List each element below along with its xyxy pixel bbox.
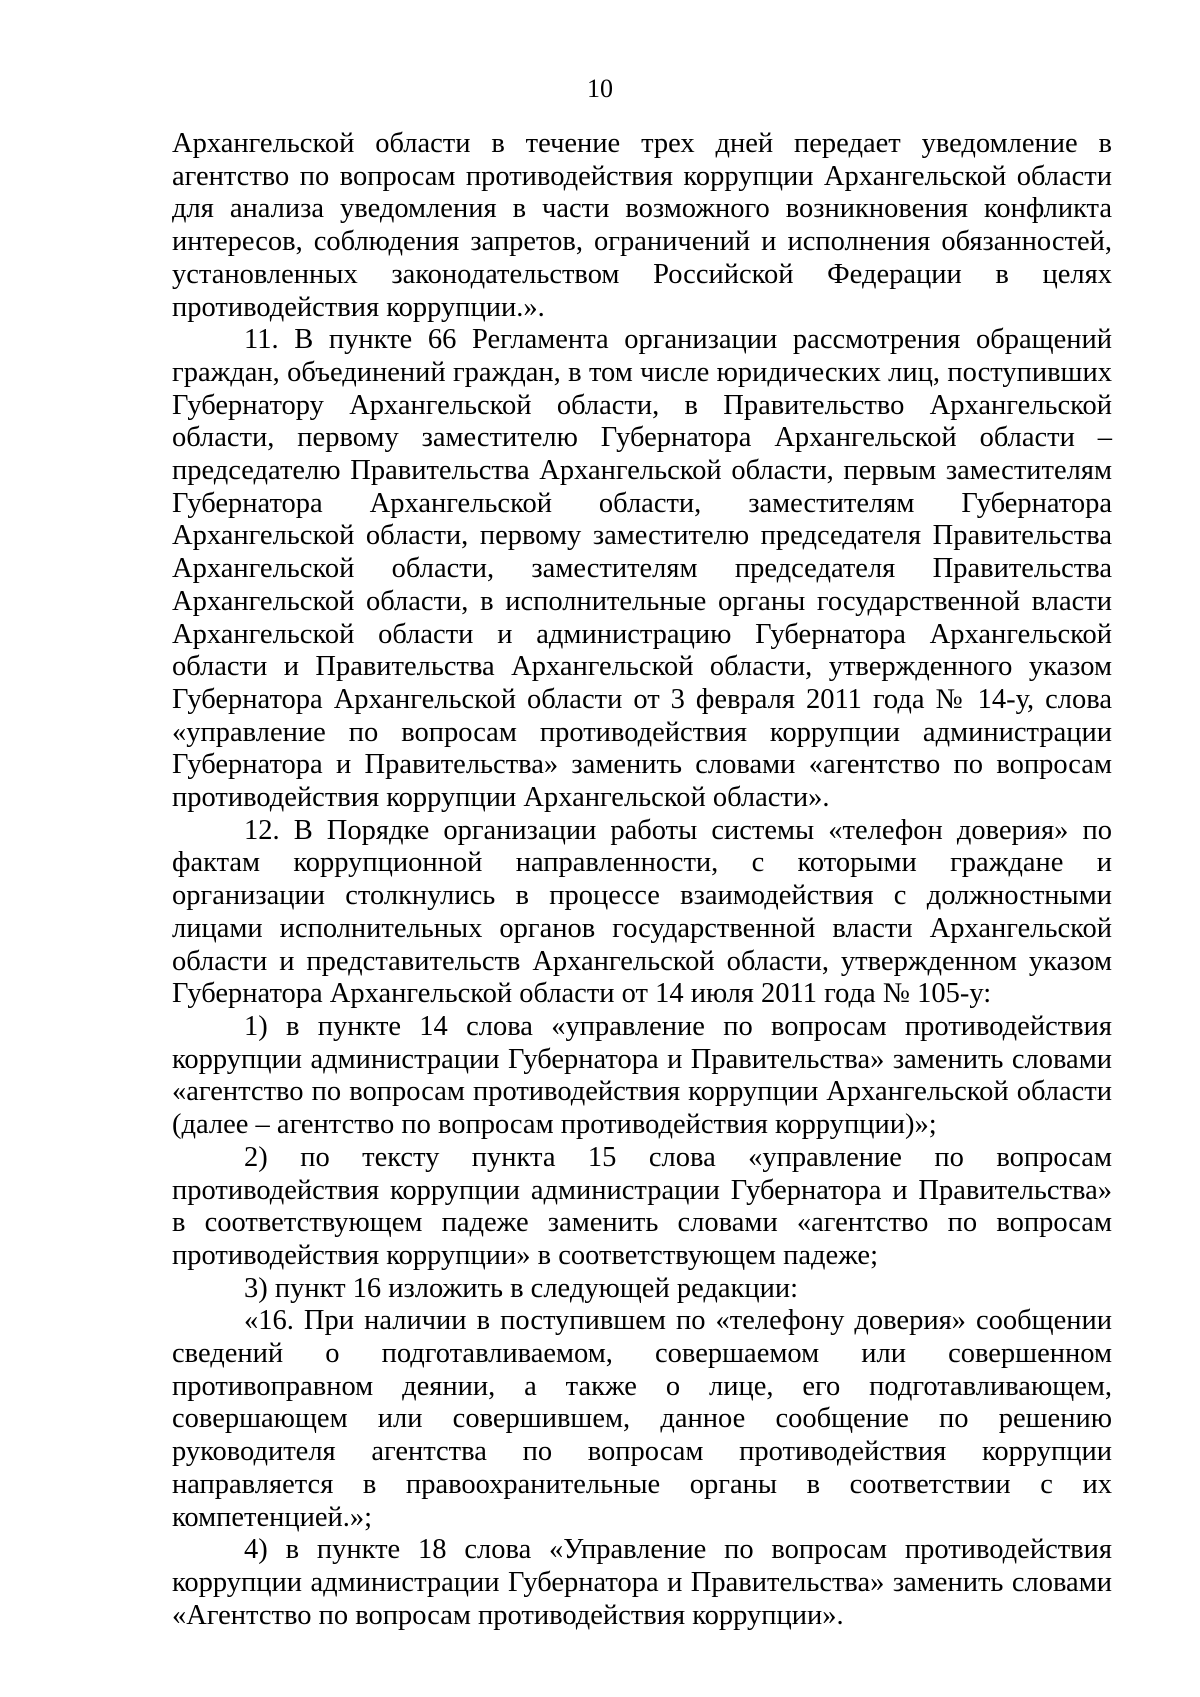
paragraph-quoted-item-16: «16. При наличии в поступившем по «телефону доверия» сообщении сведений о подготавливаемом, совершаемом или совершенном противоправном деянии, а также о лице, его подготавливающем, совершающем или совершившем, данное сообщение по решению руководителя агентства по вопросам противодействия коррупции направляется в правоохранительные органы в соответствии с их компетенцией.»; [172, 1305, 1112, 1533]
paragraph-subitem-4: 4) в пункте 18 слова «Управление по вопросам противодействия коррупции администрации Губернатора и Правительства» заменить словами «Агентство по вопросам противодействия коррупции». [172, 1534, 1112, 1631]
paragraph-subitem-1: 1) в пункте 14 слова «управление по вопросам противодействия коррупции администрации Губернатора и Правительства» заменить словами «агентство по вопросам противодействия коррупции Архангельской области (далее – агентство по вопросам противодействия коррупции)»; [172, 1010, 1112, 1141]
paragraph-subitem-3: 3) пункт 16 изложить в следующей редакции: [244, 1272, 799, 1304]
paragraph-subitem-2: 2) по тексту пункта 15 слова «управление по вопросам противодействия коррупции администрации Губернатора и Правительства» в соответствующем падеже заменить словами «агентство по вопросам противодействия коррупции» в соответствующем падеже; [172, 1141, 1112, 1271]
document-body [172, 128, 1112, 1632]
page-number: 10 [587, 74, 613, 103]
paragraph-item-11: 11. В пункте 66 Регламента организации рассмотрения обращений граждан, объединений граждан, в том числе юридических лиц, поступивших Губернатору Архангельской области, в Правительство Архангельской области, первому заместителю Губернатора Архангельской области – председателю Правительства Архангельской области, первым заместителям Губернатора Архангельской области, заместителям Губернатора Архангельской области, первому заместителю председателя Правительства Архангельской области, заместителям председателя Правительства Архангельской области, в исполнительные органы государственной власти Архангельской области и администрацию Губернатора Архангельской области и Правительства Архангельской области, утвержденного указом Губернатора Архангельской области от 3 февраля 2011 года № 14-у, слова «управление по вопросам противодействия коррупции администрации Губернатора и Правительства» заменить словами «агентство по вопросам противодействия коррупции Архангельской области». [172, 324, 1112, 814]
paragraph-continuation: Архангельской области в течение трех дней передает уведомление в агентство по вопросам противодействия коррупции Архангельской области для анализа уведомления в части возможного возникновения конфликта интересов, соблюдения запретов, ограничений и исполнения обязанностей, установленных законодательством Российской Федерации в целях противодействия коррупции.». [172, 128, 1112, 323]
paragraph-item-12: 12. В Порядке организации работы системы «телефон доверия» по фактам коррупционной направленности, с которыми граждане и организации столкнулись в процессе взаимодействия с должностными лицами исполнительных органов государственной власти Архангельской области и представительств Архангельской области, утвержденном указом Губернатора Архангельской области от 14 июля 2011 года № 105-у: [172, 814, 1112, 1010]
